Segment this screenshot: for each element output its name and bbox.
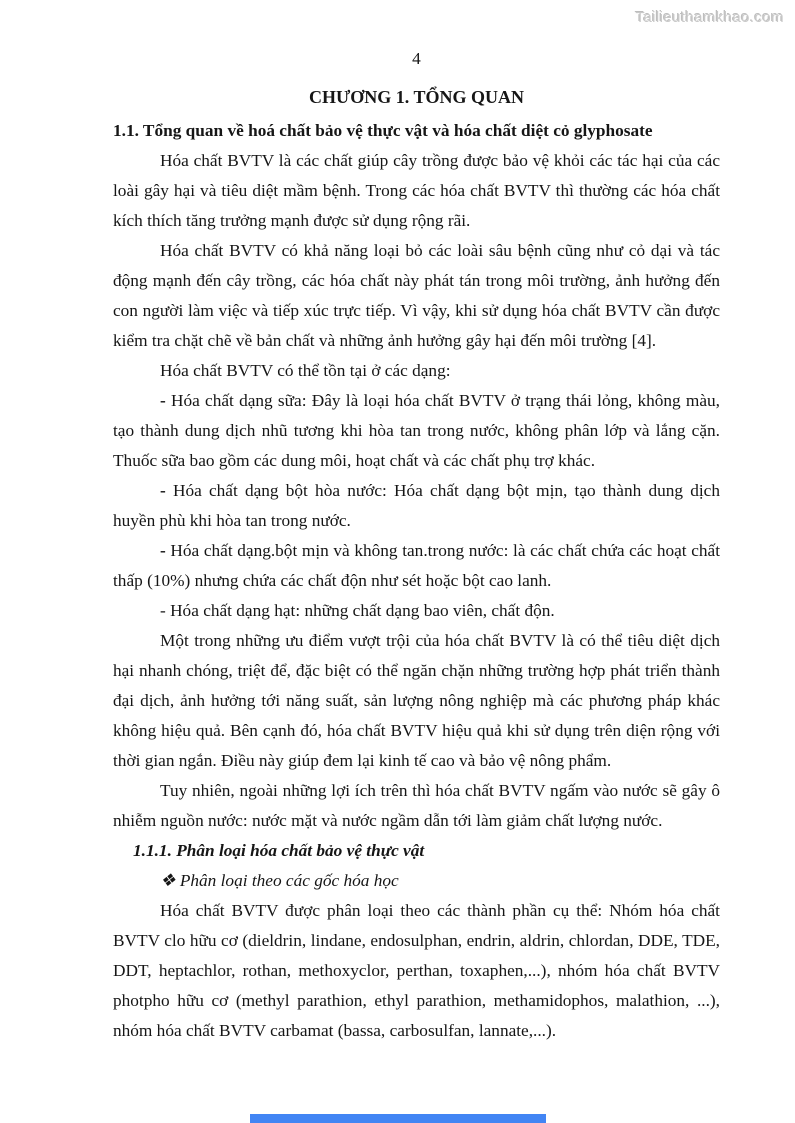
body-paragraphs — [113, 146, 720, 1046]
chapter-title: CHƯƠNG 1. TỔNG QUAN — [308, 87, 524, 107]
dash-marker: - — [160, 391, 172, 410]
subsection-heading: 1.1.1. Phân loại hóa chất bảo vệ thực vật — [133, 841, 425, 860]
dash-list-item: - Hóa chất dạng hạt: những chất dạng bao viên, chất độn. — [160, 601, 555, 620]
paragraph: Hóa chất BVTV có khả năng loại bỏ các loài sâu bệnh cũng như cỏ dại và tác động mạnh đến cây trồng, các hóa chất này phát tán trong môi trường, ảnh hưởng đến con người làm việc và tiếp xúc trực tiếp. Vì vậy, khi sử dụng hóa chất BVTV cần được kiểm tra chặt chẽ về bản chất và những ảnh hưởng gây hại đến môi trường [4]. — [113, 241, 720, 350]
dash-marker: - — [160, 601, 171, 620]
diamond-bullet-icon: ❖ — [160, 871, 180, 890]
paragraph: Hóa chất BVTV là các chất giúp cây trồng được bảo vệ khỏi các tác hại của các loài gây hại và tiêu diệt mầm bệnh. Trong các hóa chất BVTV thì thường các hóa chất kích thích tăng trưởng mạnh được sử dụng rộng rãi. — [113, 151, 720, 230]
dash-marker: - — [160, 481, 173, 500]
bottom-blue-bar — [250, 1114, 546, 1123]
dash-list-item: - Hóa chất dạng bột hòa nước: Hóa chất dạng bột mịn, tạo thành dung dịch huyền phù khi hòa tan trong nước. — [113, 481, 720, 530]
watermark: Tailieuthamkhao.com — [635, 9, 784, 26]
dash-list-item: - Hóa chất dạng sữa: Đây là loại hóa chất BVTV ở trạng thái lỏng, không màu, tạo thành dung dịch nhũ tương khi hòa tan trong nước, không phân lớp và lắng cặn. Thuốc sữa bao gồm các dung môi, hoạt chất và các chất phụ trợ khác. — [113, 391, 720, 470]
dash-marker: - — [160, 541, 171, 560]
bullet-item: ❖ Phân loại theo các gốc hóa học — [160, 871, 399, 890]
dash-list-item: - Hóa chất dạng.bột mịn và không tan.trong nước: là các chất chứa các hoạt chất thấp (10%) nhưng chứa các chất độn như sét hoặc bột cao lanh. — [113, 541, 721, 590]
paragraph: Tuy nhiên, ngoài những lợi ích trên thì hóa chất BVTV ngấm vào nước sẽ gây ô nhiễm nguồn nước: nước mặt và nước ngầm dẫn tới làm giảm chất lượng nước. — [113, 781, 720, 830]
page-number: 4 — [412, 49, 421, 68]
page-content — [113, 44, 720, 1046]
paragraph: Hóa chất BVTV được phân loại theo các thành phần cụ thể: Nhóm hóa chất BVTV clo hữu cơ (dieldrin, lindane, endosulphan, endrin, aldrin, chlordan, DDE, TDE, DDT, heptachlor, rothan, methoxyclor, perthan, toxaphen,...), nhóm hóa chất BVTV photpho hữu cơ (methyl parathion, ethyl parathion, methamidophos, malathion, ...), nhóm hóa chất BVTV carbamat (bassa, carbosulfan, lannate,...). — [113, 901, 720, 1040]
paragraph: Hóa chất BVTV có thể tồn tại ở các dạng: — [160, 361, 451, 380]
paragraph: Một trong những ưu điểm vượt trội của hóa chất BVTV là có thể tiêu diệt dịch hại nhanh chóng, triệt để, đặc biệt có thể ngăn chặn những trường hợp phát triển thành đại dịch, ảnh hưởng tới năng suất, sản lượng nông nghiệp mà các phương pháp khác không hiệu quả. Bên cạnh đó, hóa chất BVTV hiệu quả khi sử dụng trên diện rộng với thời gian ngắn. Điều này giúp đem lại kinh tế cao và bảo vệ nông phẩm. — [113, 631, 720, 770]
section-heading-1-1: 1.1. Tổng quan về hoá chất bảo vệ thực vật và hóa chất diệt cỏ glyphosate — [113, 121, 653, 140]
